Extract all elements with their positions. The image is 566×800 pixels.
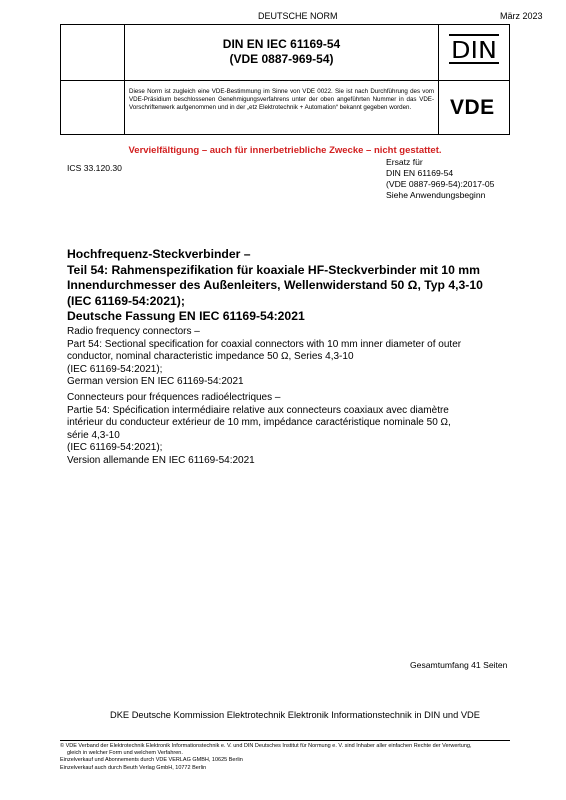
ics-code: ICS 33.120.30 — [67, 163, 122, 173]
title-german-line: Hochfrequenz-Steckverbinder – — [67, 247, 251, 261]
header-bottom-rule — [60, 134, 510, 135]
publication-date: März 2023 — [500, 11, 543, 21]
copyright-line: Einzelverkauf auch durch Beuth Verlag GmbH, 10772 Berlin — [60, 764, 207, 771]
title-german — [67, 247, 507, 325]
reproduction-warning: Vervielfältigung – auch für innerbetriebliche Zwecke – nicht gestattet. — [128, 145, 442, 156]
title-english-line: conductor, nominal characteristic impedance 50 Ω, Series 4,3-10 — [67, 351, 354, 363]
copyright-line: © VDE Verband der Elektrotechnik Elektronik Informationstechnik e. V. und DIN Deutsches Institut für Normung e. V. sind Inhaber aller einfachen Rechte der Verwertung, — [60, 743, 472, 749]
document-number-din: DIN EN IEC 61169-54 — [222, 37, 341, 51]
replacement-label: Ersatz für — [386, 157, 423, 167]
title-english-line: Radio frequency connectors – — [67, 326, 200, 337]
title-english — [67, 326, 507, 389]
title-french-line: intérieur du conducteur extérieur de 10 mm, impédance caractéristique nominale 50 Ω, — [67, 417, 451, 429]
title-english-line: German version EN IEC 61169-54:2021 — [67, 376, 244, 388]
replaced-standard-vde: (VDE 0887-969-54):2017-05 — [386, 179, 495, 189]
document-type-label: DEUTSCHE NORM — [258, 11, 338, 21]
copyright-line: Einzelverkauf und Abonnements durch VDE VERLAG GMBH, 10625 Berlin — [60, 757, 243, 764]
header-middle-rule — [60, 80, 510, 81]
title-french-line: série 4,3-10 — [67, 429, 120, 441]
title-french-line: Connecteurs pour fréquences radioélectriques – — [67, 392, 281, 403]
application-start-note: Siehe Anwendungsbeginn — [386, 190, 486, 200]
title-german-line: Teil 54: Rahmenspezifikation für koaxiale HF-Steckverbinder mit 10 mm — [67, 262, 480, 277]
din-logo — [449, 34, 499, 69]
din-logo-icon — [449, 34, 499, 64]
title-french-line: (IEC 61169-54:2021); — [67, 442, 163, 454]
replaced-standard: DIN EN 61169-54 — [386, 168, 454, 178]
title-french-line: Partie 54: Spécification intermédiaire relative aux connecteurs coaxiaux avec diamètre — [67, 404, 449, 416]
document-number — [125, 37, 438, 67]
title-english-line: (IEC 61169-54:2021); — [67, 363, 163, 375]
title-english-line: Part 54: Sectional specification for coaxial connectors with 10 mm inner diameter of outer — [67, 338, 462, 350]
din-logo-text: DIN — [451, 38, 497, 64]
title-german-line: Deutsche Fassung EN IEC 61169-54:2021 — [67, 309, 305, 323]
copyright-block — [60, 743, 530, 772]
title-french-line: Version allemande EN IEC 61169-54:2021 — [67, 454, 255, 466]
header-top-rule — [60, 24, 510, 25]
dke-line: DKE Deutsche Kommission Elektrotechnik Elektronik Informationstechnik in DIN und VDE — [110, 710, 480, 720]
copyright-line: gleich in welcher Form und welchem Verfahren. — [67, 750, 183, 757]
replacement-block — [386, 157, 494, 201]
title-german-line: Innendurchmesser des Außenleiters, Wellenwiderstand 50 Ω, Typ 4,3-10 — [67, 278, 483, 292]
title-french — [67, 392, 507, 468]
document-number-vde: (VDE 0887-969-54) — [229, 52, 334, 66]
total-pages: Gesamtumfang 41 Seiten — [410, 660, 508, 670]
vde-notice: Diese Norm ist zugleich eine VDE-Bestimmung im Sinne von VDE 0022. Sie ist nach Durchführung des vom VDE-Präsidium beschlossenen Genehmigungsverfahrens unter der oben angeführten Nummer in das VDE-Vorschriftenwerk aufgenommen und in der „etz Elektrotechnik + Automation“ bekannt gegeben worden. — [129, 88, 434, 112]
title-german-line: (IEC 61169-54:2021); — [67, 293, 185, 308]
vde-logo: VDE — [450, 96, 495, 119]
footer-rule — [60, 740, 510, 741]
